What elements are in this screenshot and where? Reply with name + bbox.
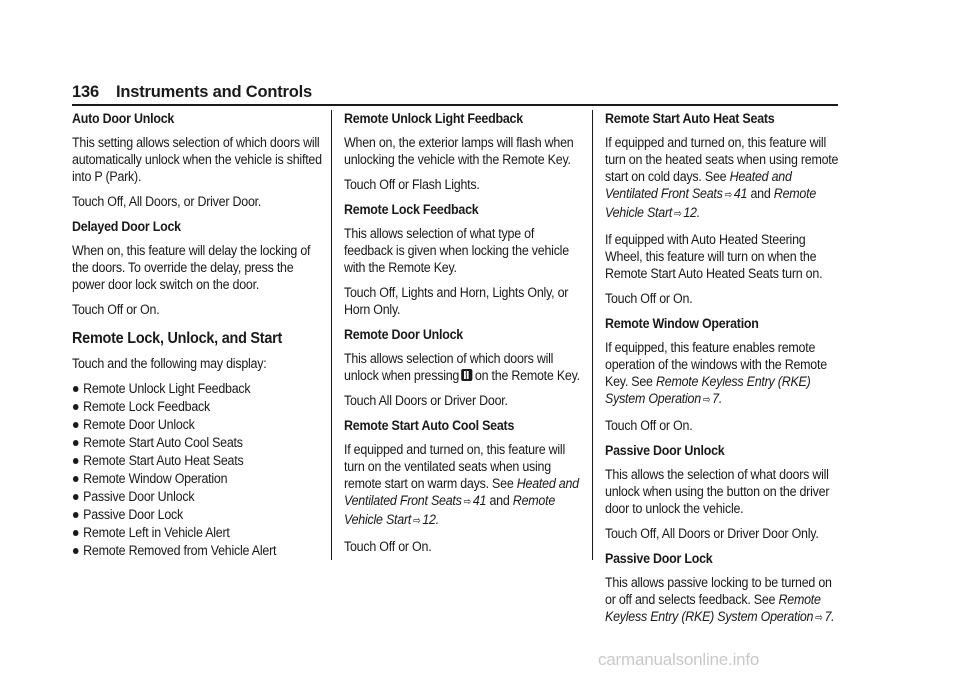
unlock-light-feedback-options: Touch Off or Flash Lights. <box>344 177 480 192</box>
remote-door-unlock-text-b: on the Remote Key. <box>474 368 580 383</box>
lock-feedback-text: This allows selection of what type of feedback is given when locking the vehicle with the Remote Key. <box>344 226 569 275</box>
list-item: Remote Door Unlock <box>72 416 323 433</box>
list-item: Passive Door Unlock <box>72 488 323 505</box>
page-ref-arrow-icon: ⇨ <box>412 515 421 527</box>
auto-heat-seats-title: Remote Start Auto Heat Seats <box>605 111 775 126</box>
link-remote-start[interactable]: Remote Vehicle Start <box>344 493 556 527</box>
remote-door-unlock-title: Remote Door Unlock <box>344 327 463 342</box>
remote-door-unlock-text-a: This allows selection of which doors will unlock when pressing <box>344 351 554 383</box>
page-ref-arrow-icon: ⇨ <box>673 208 682 220</box>
list-item: Remote Left in Vehicle Alert <box>72 524 323 541</box>
remote-section-heading: Remote Lock, Unlock, and Start <box>72 330 283 347</box>
list-item: Remote Start Auto Heat Seats <box>72 452 323 469</box>
page-ref-arrow-icon: ⇨ <box>463 496 471 508</box>
auto-door-unlock-title: Auto Door Unlock <box>72 111 175 126</box>
list-item: Remote Removed from Vehicle Alert <box>72 542 323 559</box>
passive-lock-body: This allows passive locking to be turned on or off and selects feedback. See <box>605 575 832 607</box>
auto-cool-seats-body: If equipped and turned on, this feature will turn on the ventilated seats when using remote start on warm days. See <box>344 442 566 491</box>
ref-page-number: 7. <box>712 391 723 406</box>
delayed-door-lock-text: When on, this feature will delay the locking of the doors. To override the delay, press the power door lock switch on the door. <box>72 243 311 292</box>
auto-door-unlock-text: This setting allows selection of which doors will automatically unlock when the vehicle is shifted into P (Park). <box>72 135 322 184</box>
ref-connector: and <box>489 493 510 508</box>
unlock-light-feedback-text: When on, the exterior lamps will flash when unlocking the vehicle with the Remote Key. <box>344 135 574 167</box>
remote-door-unlock-options: Touch All Doors or Driver Door. <box>344 393 508 408</box>
remote-options-list <box>72 380 323 559</box>
link-rke-system[interactable]: Remote Keyless Entry (RKE) System Operation <box>605 374 811 406</box>
ref-page-number: 41 <box>733 186 748 201</box>
watermark: carmanualsonline.info <box>598 650 760 669</box>
ref-connector: and <box>750 186 771 201</box>
list-item: Remote Unlock Light Feedback <box>72 380 323 397</box>
list-item: Remote Lock Feedback <box>72 398 323 415</box>
page-ref-arrow-icon: ⇨ <box>724 189 732 201</box>
column-divider-1 <box>331 110 332 560</box>
page-ref-arrow-icon: ⇨ <box>815 612 823 624</box>
remote-section-intro: Touch and the following may display: <box>72 356 267 371</box>
column-divider-2 <box>592 110 593 560</box>
column-2 <box>344 110 580 563</box>
column-3 <box>605 110 839 635</box>
window-operation-text <box>605 339 839 409</box>
ref-page-number: 7. <box>824 609 835 624</box>
link-heated-seats[interactable]: Heated and Ventilated Front Seats <box>605 169 792 201</box>
link-remote-start[interactable]: Remote Vehicle Start <box>605 186 817 220</box>
link-heated-seats[interactable]: Heated and Ventilated Front Seats <box>344 476 579 508</box>
ref-page-number: 12. <box>683 205 700 220</box>
link-rke-system[interactable]: Remote Keyless Entry (RKE) System Operation <box>605 592 821 624</box>
list-item: Remote Start Auto Cool Seats <box>72 434 323 451</box>
delayed-door-lock-title: Delayed Door Lock <box>72 219 181 234</box>
passive-unlock-options: Touch Off, All Doors or Driver Door Only. <box>605 526 819 541</box>
ref-page-number: 12. <box>422 512 439 527</box>
auto-heat-seats-text <box>605 134 839 223</box>
page-ref-arrow-icon: ⇨ <box>702 394 711 406</box>
passive-lock-title: Passive Door Lock <box>605 551 713 566</box>
unlock-light-feedback-title: Remote Unlock Light Feedback <box>344 111 523 126</box>
column-1 <box>72 110 323 560</box>
lock-feedback-options: Touch Off, Lights and Horn, Lights Only, or Horn Only. <box>344 285 569 317</box>
section-title: Instruments and Controls <box>116 83 312 101</box>
auto-cool-seats-options: Touch Off or On. <box>344 539 432 554</box>
list-item: Passive Door Lock <box>72 506 323 523</box>
auto-cool-seats-text <box>344 441 580 530</box>
passive-lock-text <box>605 574 839 627</box>
window-operation-body: If equipped, this feature enables remote operation of the windows with the Remote Key. See <box>605 340 827 389</box>
remote-door-unlock-text <box>344 350 580 384</box>
auto-door-unlock-options: Touch Off, All Doors, or Driver Door. <box>72 194 262 209</box>
auto-heat-seats-body: If equipped and turned on, this feature will turn on the heated seats when using remote start on cold days. See <box>605 135 839 184</box>
page-header <box>72 82 838 106</box>
page-number: 136 <box>72 83 99 101</box>
list-item: Remote Window Operation <box>72 470 323 487</box>
delayed-door-lock-options: Touch Off or On. <box>72 302 160 317</box>
window-operation-title: Remote Window Operation <box>605 316 759 331</box>
window-operation-options: Touch Off or On. <box>605 418 693 433</box>
unlock-key-icon <box>461 369 472 381</box>
auto-cool-seats-title: Remote Start Auto Cool Seats <box>344 418 515 433</box>
auto-heat-seats-extra: If equipped with Auto Heated Steering Wheel, this feature will turn on when the Remote Start Auto Heated Seats turn on. <box>605 232 823 281</box>
passive-unlock-title: Passive Door Unlock <box>605 443 725 458</box>
lock-feedback-title: Remote Lock Feedback <box>344 202 479 217</box>
ref-page-number: 41 <box>472 493 487 508</box>
auto-heat-seats-options: Touch Off or On. <box>605 291 693 306</box>
passive-unlock-text: This allows the selection of what doors will unlock when using the button on the driver door to unlock the vehicle. <box>605 467 830 516</box>
